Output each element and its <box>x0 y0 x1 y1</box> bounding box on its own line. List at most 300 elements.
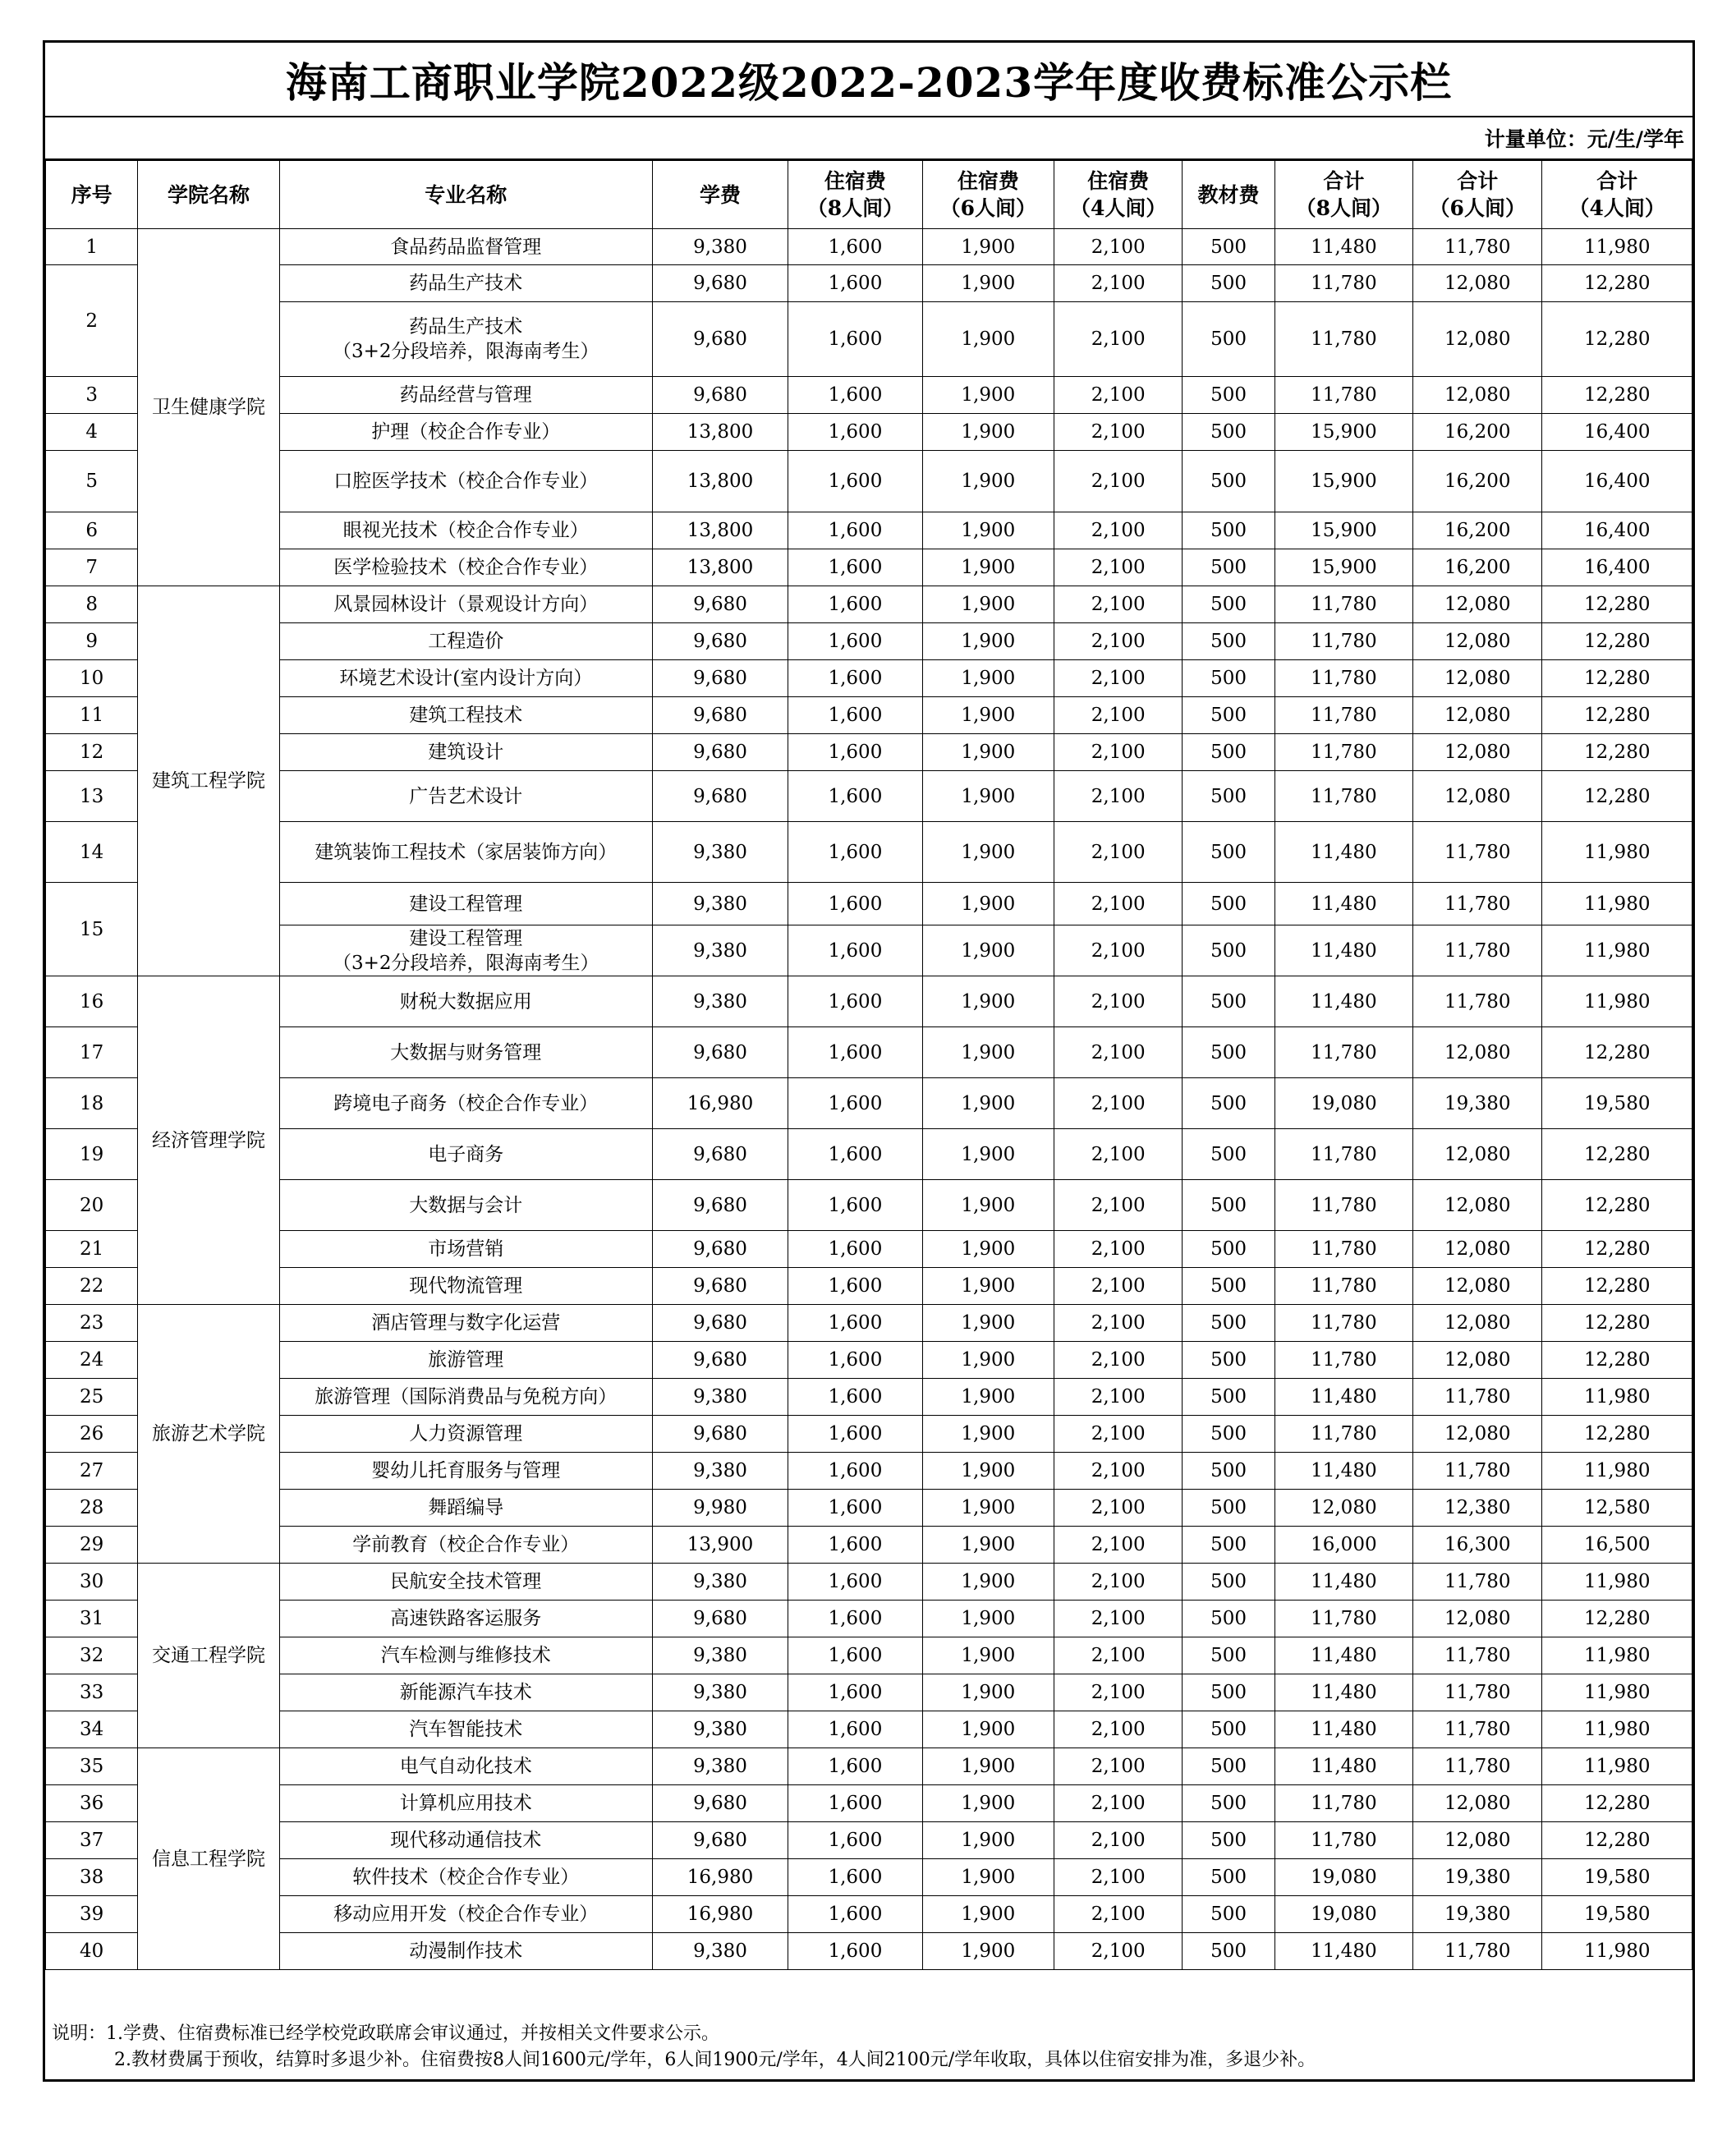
tuition-cell: 13,800 <box>652 512 788 549</box>
seq-cell: 21 <box>46 1231 138 1268</box>
total-4-cell: 19,580 <box>1542 1078 1692 1129</box>
dorm-8-cell: 1,600 <box>788 1748 922 1785</box>
total-6-cell: 11,780 <box>1413 1637 1542 1674</box>
dorm-6-cell: 1,900 <box>922 229 1054 265</box>
textbook-cell: 500 <box>1183 1711 1274 1748</box>
major-line: 建设工程管理 <box>409 893 523 915</box>
header-label: 序号 <box>71 182 113 207</box>
table-row <box>46 1129 1692 1180</box>
total-8-cell: 11,780 <box>1274 1268 1412 1305</box>
total-6-cell: 11,780 <box>1413 822 1542 883</box>
total-8-cell: 11,480 <box>1274 1933 1412 1970</box>
table-row <box>46 512 1692 549</box>
tuition-cell: 9,980 <box>652 1490 788 1527</box>
textbook-cell: 500 <box>1183 1933 1274 1970</box>
dorm-4-cell: 2,100 <box>1054 660 1183 697</box>
textbook-cell: 500 <box>1183 414 1274 451</box>
dorm-8-cell: 1,600 <box>788 1416 922 1453</box>
tuition-cell: 9,680 <box>652 1822 788 1859</box>
textbook-cell: 500 <box>1183 1490 1274 1527</box>
seq-cell: 31 <box>46 1601 138 1637</box>
college-cell: 经济管理学院 <box>138 976 279 1305</box>
header-label: （4人间） <box>1568 196 1665 220</box>
major-cell <box>279 1601 652 1637</box>
total-6-cell: 12,080 <box>1413 302 1542 377</box>
major-cell <box>279 451 652 512</box>
major-line: 新能源汽车技术 <box>399 1682 532 1703</box>
total-4-cell: 12,280 <box>1542 697 1692 734</box>
major-cell <box>279 1564 652 1601</box>
table-row <box>46 1453 1692 1490</box>
dorm-6-cell: 1,900 <box>922 1637 1054 1674</box>
header-label: 学费 <box>700 182 742 207</box>
textbook-cell: 500 <box>1183 1859 1274 1896</box>
major-line: 现代物流管理 <box>409 1275 523 1297</box>
total-8-cell: 11,480 <box>1274 925 1412 976</box>
textbook-cell: 500 <box>1183 734 1274 771</box>
tuition-cell: 9,680 <box>652 1231 788 1268</box>
dorm-4-cell: 2,100 <box>1054 1180 1183 1231</box>
major-cell <box>279 1305 652 1342</box>
dorm-4-cell: 2,100 <box>1054 229 1183 265</box>
header-label: 教材费 <box>1197 182 1260 207</box>
total-4-cell: 11,980 <box>1542 1933 1692 1970</box>
table-row <box>46 1822 1692 1859</box>
total-4-cell: 11,980 <box>1542 1379 1692 1416</box>
major-line: 建筑工程技术 <box>409 705 523 726</box>
total-8-cell: 11,780 <box>1274 1231 1412 1268</box>
tuition-cell: 9,680 <box>652 1416 788 1453</box>
dorm-4-cell: 2,100 <box>1054 1601 1183 1637</box>
major-line: 财税大数据应用 <box>399 990 532 1013</box>
dorm-4-cell: 2,100 <box>1054 1859 1183 1896</box>
major-line: （3+2分段培养，限海南考生） <box>332 952 599 974</box>
seq-cell: 12 <box>46 734 138 771</box>
dorm-6-cell: 1,900 <box>922 1490 1054 1527</box>
page-title: 海南工商职业学院2022级2022-2023学年度收费标准公示栏 <box>45 43 1692 117</box>
total-8-cell: 11,480 <box>1274 1674 1412 1711</box>
table-row <box>46 660 1692 697</box>
major-line: 婴幼儿托育服务与管理 <box>371 1460 561 1481</box>
tuition-cell: 9,680 <box>652 734 788 771</box>
major-line: 汽车检测与维修技术 <box>380 1645 551 1666</box>
dorm-8-cell: 1,600 <box>788 1637 922 1674</box>
dorm-6-cell: 1,900 <box>922 1785 1054 1822</box>
major-line: 建筑装饰工程技术（家居装饰方向） <box>315 841 618 863</box>
total-4-cell: 12,280 <box>1542 265 1692 302</box>
header-label: （6人间） <box>939 196 1037 220</box>
dorm-8-cell: 1,600 <box>788 1129 922 1180</box>
dorm-4-cell: 2,100 <box>1054 976 1183 1027</box>
dorm-8-cell: 1,600 <box>788 1268 922 1305</box>
major-line: 民航安全技术管理 <box>390 1571 542 1592</box>
total-6-cell: 16,200 <box>1413 414 1542 451</box>
dorm-4-cell: 2,100 <box>1054 1268 1183 1305</box>
dorm-8-cell: 1,600 <box>788 976 922 1027</box>
table-row <box>46 1305 1692 1342</box>
dorm-8-cell: 1,600 <box>788 1601 922 1637</box>
dorm-6-cell: 1,900 <box>922 1180 1054 1231</box>
dorm-8-cell: 1,600 <box>788 414 922 451</box>
total-8-cell: 11,780 <box>1274 660 1412 697</box>
dorm-8-cell: 1,600 <box>788 1180 922 1231</box>
dorm-6-cell: 1,900 <box>922 1027 1054 1078</box>
dorm-6-cell: 1,900 <box>922 1416 1054 1453</box>
total-8-cell: 11,780 <box>1274 1342 1412 1379</box>
major-line: 建设工程管理 <box>409 927 523 949</box>
major-line: 计算机应用技术 <box>399 1793 532 1814</box>
major-cell <box>279 1933 652 1970</box>
seq-cell: 18 <box>46 1078 138 1129</box>
table-row <box>46 1859 1692 1896</box>
seq-cell: 3 <box>46 377 138 414</box>
total-8-cell: 12,080 <box>1274 1490 1412 1527</box>
textbook-cell: 500 <box>1183 1078 1274 1129</box>
dorm-4-cell: 2,100 <box>1054 1637 1183 1674</box>
tuition-cell: 16,980 <box>652 1859 788 1896</box>
total-6-cell: 11,780 <box>1413 883 1542 925</box>
total-4-cell: 12,280 <box>1542 586 1692 623</box>
header-label: 住宿费 <box>957 169 1019 193</box>
major-line: 跨境电子商务（校企合作专业） <box>333 1092 599 1114</box>
seq-cell: 39 <box>46 1896 138 1933</box>
textbook-cell: 500 <box>1183 377 1274 414</box>
total-8-cell: 15,900 <box>1274 549 1412 586</box>
dorm-8-cell: 1,600 <box>788 822 922 883</box>
total-4-cell: 11,980 <box>1542 883 1692 925</box>
table-row <box>46 822 1692 883</box>
total-4-cell: 12,280 <box>1542 1180 1692 1231</box>
header-label: 学院名称 <box>167 182 250 207</box>
total-8-cell: 15,900 <box>1274 512 1412 549</box>
major-cell <box>279 697 652 734</box>
major-line: 舞蹈编导 <box>428 1497 504 1518</box>
total-4-cell: 16,500 <box>1542 1527 1692 1564</box>
total-6-cell: 12,080 <box>1413 586 1542 623</box>
header-cell <box>1054 161 1183 229</box>
dorm-6-cell: 1,900 <box>922 1674 1054 1711</box>
seq-cell: 13 <box>46 771 138 822</box>
textbook-cell: 500 <box>1183 1453 1274 1490</box>
dorm-8-cell: 1,600 <box>788 1453 922 1490</box>
dorm-8-cell: 1,600 <box>788 549 922 586</box>
dorm-6-cell: 1,900 <box>922 1859 1054 1896</box>
header-label: （8人间） <box>806 196 904 220</box>
dorm-6-cell: 1,900 <box>922 512 1054 549</box>
major-cell <box>279 414 652 451</box>
table-row <box>46 1527 1692 1564</box>
dorm-6-cell: 1,900 <box>922 822 1054 883</box>
college-cell: 卫生健康学院 <box>138 229 279 586</box>
total-4-cell: 16,400 <box>1542 451 1692 512</box>
total-6-cell: 12,080 <box>1413 1416 1542 1453</box>
tuition-cell: 16,980 <box>652 1078 788 1129</box>
seq-cell: 8 <box>46 586 138 623</box>
major-cell <box>279 976 652 1027</box>
major-cell <box>279 1342 652 1379</box>
table-row <box>46 1748 1692 1785</box>
table-row <box>46 623 1692 660</box>
table-row <box>46 414 1692 451</box>
total-8-cell: 11,780 <box>1274 1027 1412 1078</box>
seq-cell: 16 <box>46 976 138 1027</box>
textbook-cell: 500 <box>1183 1342 1274 1379</box>
tuition-cell: 9,380 <box>652 229 788 265</box>
major-line: 酒店管理与数字化运营 <box>371 1312 561 1334</box>
total-6-cell: 12,080 <box>1413 1601 1542 1637</box>
major-line: 口腔医学技术（校企合作专业） <box>333 471 599 492</box>
major-line: 动漫制作技术 <box>409 1940 523 1962</box>
seq-cell: 20 <box>46 1180 138 1231</box>
total-8-cell: 11,780 <box>1274 1129 1412 1180</box>
table-row <box>46 1490 1692 1527</box>
total-8-cell: 11,480 <box>1274 822 1412 883</box>
major-cell <box>279 1896 652 1933</box>
major-cell <box>279 1527 652 1564</box>
total-6-cell: 12,080 <box>1413 265 1542 302</box>
dorm-6-cell: 1,900 <box>922 1933 1054 1970</box>
total-8-cell: 11,780 <box>1274 302 1412 377</box>
total-6-cell: 12,080 <box>1413 1785 1542 1822</box>
total-4-cell: 12,280 <box>1542 1129 1692 1180</box>
seq-cell: 7 <box>46 549 138 586</box>
textbook-cell: 500 <box>1183 229 1274 265</box>
total-4-cell: 12,280 <box>1542 1822 1692 1859</box>
dorm-8-cell: 1,600 <box>788 697 922 734</box>
dorm-4-cell: 2,100 <box>1054 822 1183 883</box>
dorm-6-cell: 1,900 <box>922 925 1054 976</box>
major-cell <box>279 1268 652 1305</box>
dorm-4-cell: 2,100 <box>1054 1748 1183 1785</box>
dorm-8-cell: 1,600 <box>788 1933 922 1970</box>
dorm-6-cell: 1,900 <box>922 1748 1054 1785</box>
total-8-cell: 19,080 <box>1274 1859 1412 1896</box>
total-4-cell: 11,980 <box>1542 822 1692 883</box>
header-cell <box>1183 161 1274 229</box>
header-cell <box>138 161 279 229</box>
header-label: （8人间） <box>1295 196 1393 220</box>
major-cell <box>279 1129 652 1180</box>
major-cell <box>279 229 652 265</box>
table-row <box>46 451 1692 512</box>
dorm-4-cell: 2,100 <box>1054 549 1183 586</box>
textbook-cell: 500 <box>1183 623 1274 660</box>
dorm-8-cell: 1,600 <box>788 925 922 976</box>
dorm-6-cell: 1,900 <box>922 414 1054 451</box>
total-8-cell: 11,780 <box>1274 623 1412 660</box>
header-cell <box>652 161 788 229</box>
seq-cell: 5 <box>46 451 138 512</box>
total-8-cell: 11,480 <box>1274 1637 1412 1674</box>
textbook-cell: 500 <box>1183 771 1274 822</box>
total-6-cell: 12,080 <box>1413 1305 1542 1342</box>
total-8-cell: 11,780 <box>1274 697 1412 734</box>
college-cell: 旅游艺术学院 <box>138 1305 279 1564</box>
dorm-8-cell: 1,600 <box>788 734 922 771</box>
seq-cell: 17 <box>46 1027 138 1078</box>
dorm-4-cell: 2,100 <box>1054 302 1183 377</box>
total-8-cell: 11,780 <box>1274 1416 1412 1453</box>
header-label: 住宿费 <box>824 169 886 193</box>
total-6-cell: 19,380 <box>1413 1078 1542 1129</box>
total-8-cell: 11,780 <box>1274 586 1412 623</box>
tuition-cell: 9,380 <box>652 1453 788 1490</box>
table-row <box>46 1180 1692 1231</box>
dorm-6-cell: 1,900 <box>922 1231 1054 1268</box>
total-6-cell: 12,080 <box>1413 1822 1542 1859</box>
header-row <box>46 161 1692 229</box>
total-6-cell: 12,080 <box>1413 1129 1542 1180</box>
total-4-cell: 11,980 <box>1542 976 1692 1027</box>
major-line: 工程造价 <box>428 631 504 652</box>
table-row <box>46 734 1692 771</box>
seq-cell: 26 <box>46 1416 138 1453</box>
dorm-8-cell: 1,600 <box>788 1027 922 1078</box>
textbook-cell: 500 <box>1183 265 1274 302</box>
dorm-4-cell: 2,100 <box>1054 1711 1183 1748</box>
dorm-6-cell: 1,900 <box>922 1896 1054 1933</box>
header-label: 合计 <box>1596 169 1638 193</box>
total-6-cell: 11,780 <box>1413 1674 1542 1711</box>
major-cell <box>279 1490 652 1527</box>
total-6-cell: 12,080 <box>1413 623 1542 660</box>
dorm-8-cell: 1,600 <box>788 377 922 414</box>
total-4-cell: 12,280 <box>1542 1416 1692 1453</box>
major-line: 汽车智能技术 <box>409 1719 523 1740</box>
major-line: 大数据与会计 <box>409 1194 523 1216</box>
total-4-cell: 16,400 <box>1542 512 1692 549</box>
total-4-cell: 12,580 <box>1542 1490 1692 1527</box>
dorm-6-cell: 1,900 <box>922 771 1054 822</box>
tuition-cell: 9,680 <box>652 660 788 697</box>
seq-cell: 10 <box>46 660 138 697</box>
header-cell <box>922 161 1054 229</box>
dorm-8-cell: 1,600 <box>788 1231 922 1268</box>
major-cell <box>279 1674 652 1711</box>
textbook-cell: 500 <box>1183 1527 1274 1564</box>
header-cell <box>279 161 652 229</box>
seq-cell: 2 <box>46 265 138 377</box>
total-8-cell: 19,080 <box>1274 1896 1412 1933</box>
tuition-cell: 9,680 <box>652 1601 788 1637</box>
total-4-cell: 12,280 <box>1542 302 1692 377</box>
total-8-cell: 19,080 <box>1274 1078 1412 1129</box>
dorm-6-cell: 1,900 <box>922 1453 1054 1490</box>
dorm-4-cell: 2,100 <box>1054 1416 1183 1453</box>
dorm-4-cell: 2,100 <box>1054 771 1183 822</box>
dorm-4-cell: 2,100 <box>1054 451 1183 512</box>
seq-cell: 27 <box>46 1453 138 1490</box>
total-8-cell: 11,480 <box>1274 883 1412 925</box>
table-row <box>46 586 1692 623</box>
tuition-cell: 9,680 <box>652 623 788 660</box>
textbook-cell: 500 <box>1183 976 1274 1027</box>
textbook-cell: 500 <box>1183 1564 1274 1601</box>
seq-cell: 11 <box>46 697 138 734</box>
table-row <box>46 1342 1692 1379</box>
total-6-cell: 12,080 <box>1413 1180 1542 1231</box>
tuition-cell: 9,380 <box>652 976 788 1027</box>
total-4-cell: 12,280 <box>1542 1268 1692 1305</box>
dorm-6-cell: 1,900 <box>922 451 1054 512</box>
total-4-cell: 19,580 <box>1542 1859 1692 1896</box>
total-6-cell: 12,080 <box>1413 734 1542 771</box>
total-6-cell: 12,080 <box>1413 697 1542 734</box>
total-6-cell: 12,080 <box>1413 1027 1542 1078</box>
dorm-8-cell: 1,600 <box>788 771 922 822</box>
header-label: 合计 <box>1323 169 1365 193</box>
major-line: 食品药品监督管理 <box>390 236 542 258</box>
dorm-6-cell: 1,900 <box>922 697 1054 734</box>
total-4-cell: 11,980 <box>1542 229 1692 265</box>
dorm-6-cell: 1,900 <box>922 623 1054 660</box>
table-row <box>46 1637 1692 1674</box>
dorm-4-cell: 2,100 <box>1054 1342 1183 1379</box>
table-row <box>46 883 1692 925</box>
major-cell <box>279 1785 652 1822</box>
total-4-cell: 11,980 <box>1542 925 1692 976</box>
major-cell <box>279 1822 652 1859</box>
table-row <box>46 1711 1692 1748</box>
tuition-cell: 13,900 <box>652 1527 788 1564</box>
total-6-cell: 11,780 <box>1413 1748 1542 1785</box>
total-6-cell: 11,780 <box>1413 1453 1542 1490</box>
textbook-cell: 500 <box>1183 883 1274 925</box>
dorm-4-cell: 2,100 <box>1054 1896 1183 1933</box>
tuition-cell: 9,680 <box>652 697 788 734</box>
dorm-8-cell: 1,600 <box>788 1896 922 1933</box>
total-4-cell: 12,280 <box>1542 377 1692 414</box>
tuition-cell: 9,380 <box>652 883 788 925</box>
table-row <box>46 1078 1692 1129</box>
dorm-8-cell: 1,600 <box>788 302 922 377</box>
major-line: 电子商务 <box>428 1143 504 1165</box>
seq-cell: 23 <box>46 1305 138 1342</box>
note-line-1: 说明：1.学费、住宿费标准已经学校党政联席会审议通过，并按相关文件要求公示。 <box>52 2023 719 2044</box>
table-row <box>46 1601 1692 1637</box>
total-6-cell: 11,780 <box>1413 1564 1542 1601</box>
header-label: （6人间） <box>1429 196 1526 220</box>
total-4-cell: 16,400 <box>1542 414 1692 451</box>
college-cell: 信息工程学院 <box>138 1748 279 1970</box>
textbook-cell: 500 <box>1183 1180 1274 1231</box>
tuition-cell: 9,680 <box>652 1129 788 1180</box>
total-4-cell: 11,980 <box>1542 1674 1692 1711</box>
textbook-cell: 500 <box>1183 1379 1274 1416</box>
textbook-cell: 500 <box>1183 1231 1274 1268</box>
dorm-6-cell: 1,900 <box>922 1268 1054 1305</box>
dorm-6-cell: 1,900 <box>922 734 1054 771</box>
major-cell <box>279 1379 652 1416</box>
table-row <box>46 925 1692 976</box>
major-cell <box>279 265 652 302</box>
total-8-cell: 11,480 <box>1274 976 1412 1027</box>
fee-notice-sheet <box>43 40 1695 2082</box>
table-row <box>46 1416 1692 1453</box>
total-4-cell: 11,980 <box>1542 1453 1692 1490</box>
total-6-cell: 19,380 <box>1413 1896 1542 1933</box>
total-8-cell: 11,480 <box>1274 1564 1412 1601</box>
total-6-cell: 16,200 <box>1413 451 1542 512</box>
table-row <box>46 1933 1692 1970</box>
total-6-cell: 11,780 <box>1413 925 1542 976</box>
header-cell <box>1542 161 1692 229</box>
seq-cell: 4 <box>46 414 138 451</box>
total-6-cell: 11,780 <box>1413 976 1542 1027</box>
table-row <box>46 229 1692 265</box>
textbook-cell: 500 <box>1183 925 1274 976</box>
total-8-cell: 11,780 <box>1274 771 1412 822</box>
